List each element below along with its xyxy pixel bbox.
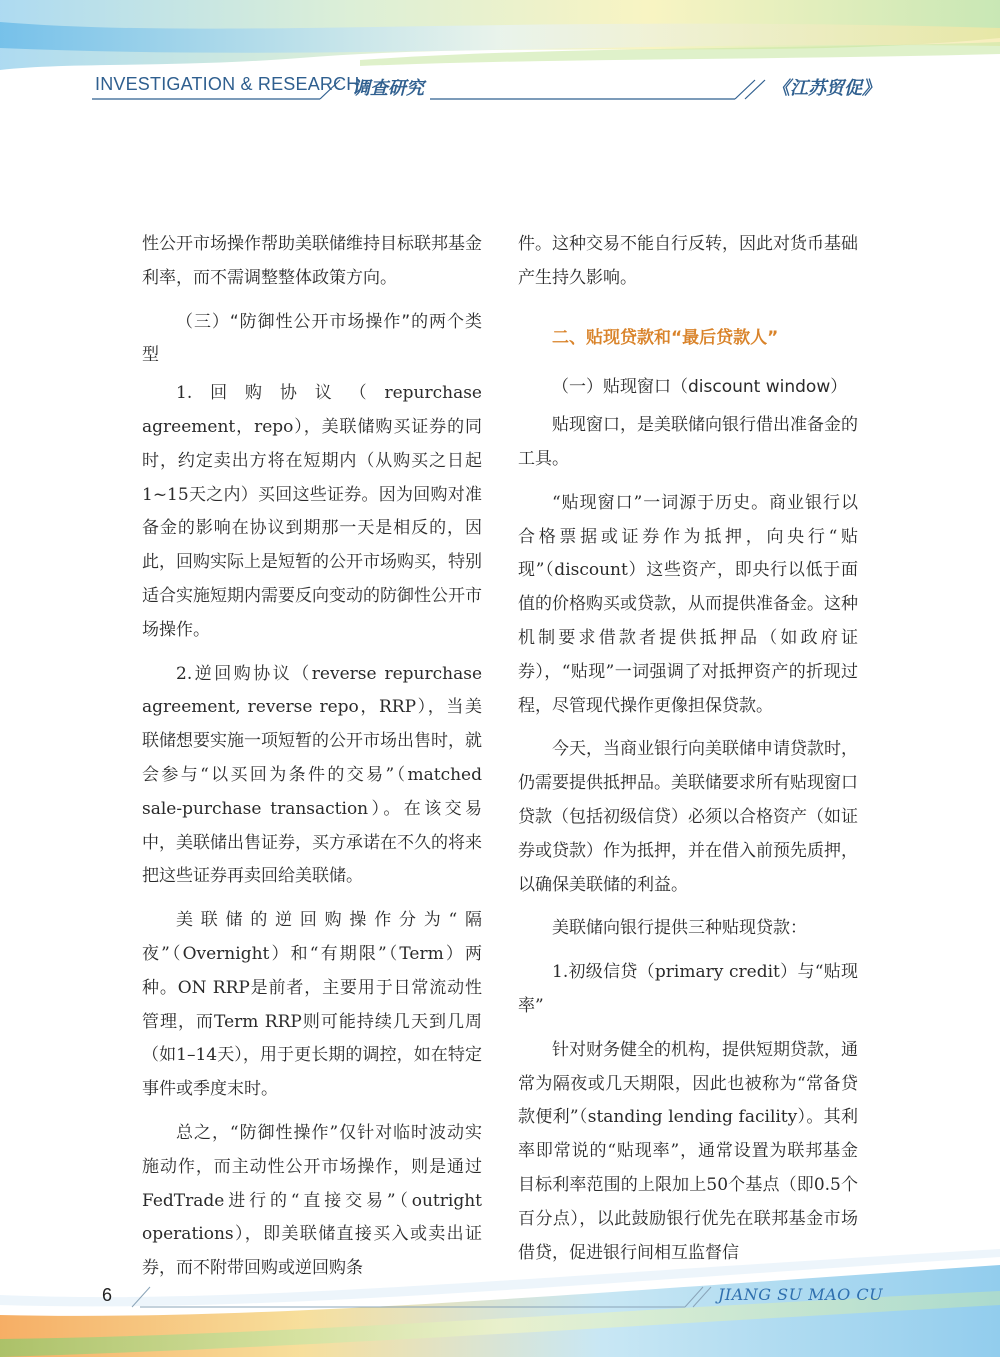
paragraph: 2.逆回购协议（reverse repurchase agreement, reverse repo，RRP），当美联储想要实施一项短暂的公开市场出售时，就会参与“以买回为条件的交易”（matched sale-purchase transaction）。在该交易中，美联储出售证券，买方承诺在不久的将来把这些证券再卖回给美联储。 — [142, 663, 482, 887]
paragraph: 贴现窗口，是美联储向银行借出准备金的工具。 — [518, 415, 858, 469]
paragraph: 针对财务健全的机构，提供短期贷款，通常为隔夜或几天期限，因此也被称为“常备贷款便利”（standing lending facility）。其利率即常说的“贴现率”，通常设置为联邦基金目标利率范围的上限加上50个基点（即0.5个百分点），以此鼓励银行优先在联邦基金市场借贷，促进银行间相互监督信 — [518, 1039, 858, 1263]
paragraph: 1.初级信贷（primary credit）与“贴现率” — [518, 962, 858, 1016]
page-number: 6 — [102, 1285, 113, 1305]
paragraph: 美联储的逆回购操作分为“隔夜”（Overnight）和“有期限”（Term）两种。ON RRP是前者，主要用于日常流动性管理，而Term RRP则可能持续几天到几周（如1–14天），用于更长期的调控，如在特定事件或季度末时。 — [142, 910, 482, 1100]
paragraph: 今天，当商业银行向美联储申请贷款时，仍需要提供抵押品。美联储要求所有贴现窗口贷款（包括初级信贷）必须以合格资产（如证券或贷款）作为抵押，并在借入前预先质押，以确保美联储的利益。 — [518, 739, 858, 895]
section-heading: 二、贴现贷款和“最后贷款人” — [552, 327, 779, 348]
header-section-english: INVESTIGATION & RESEARCH — [95, 74, 360, 94]
subsection-heading: （三）“防御性公开市场操作”的两个类型 — [142, 311, 482, 366]
header-section-chinese: 调查研究 — [352, 78, 424, 99]
paragraph: 件。这种交易不能自行反转，因此对货币基础产生持久影响。 — [518, 234, 858, 288]
header-magazine-title: 《江苏贸促》 — [772, 78, 880, 99]
paragraph: “贴现窗口”一词源于历史。商业银行以合格票据或证券作为抵押，向央行“贴现”（discount）这些资产，即央行以低于面值的价格购买或贷款，从而提供准备金。这种机制要求借款者提供抵押品（如政府证券），“贴现”一词强调了对抵押资产的折现过程，尽管现代操作更像担保贷款。 — [518, 492, 858, 716]
paragraph: 1.回购协议（repurchase agreement，repo），美联储购买证券的同时，约定卖出方将在短期内（从购买之日起1~15天之内）买回这些证券。因为回购对准备金的影响在协议到期那一天是相反的，因此，回购实际上是短暂的公开市场购买，特别适合实施短期内需要反向变动的防御性公开市场操作。 — [142, 383, 482, 640]
paragraph: 总之，“防御性操作”仅针对临时波动实施动作，而主动性公开市场操作，则是通过FedTrade进行的“直接交易”（outright operations），即美联储直接买入或卖出证券，而不附带回购或逆回购条 — [142, 1122, 482, 1279]
right-column — [518, 228, 858, 1280]
subsection-heading: （一）贴现窗口（discount window） — [552, 377, 848, 398]
paragraph: 性公开市场操作帮助美联储维持目标联邦基金利率，而不需调整整体政策方向。 — [142, 234, 482, 288]
left-column — [142, 228, 482, 1296]
paragraph: 美联储向银行提供三种贴现贷款： — [552, 918, 807, 939]
footer-magazine-title: JIANG SU MAO CU — [718, 1285, 884, 1304]
